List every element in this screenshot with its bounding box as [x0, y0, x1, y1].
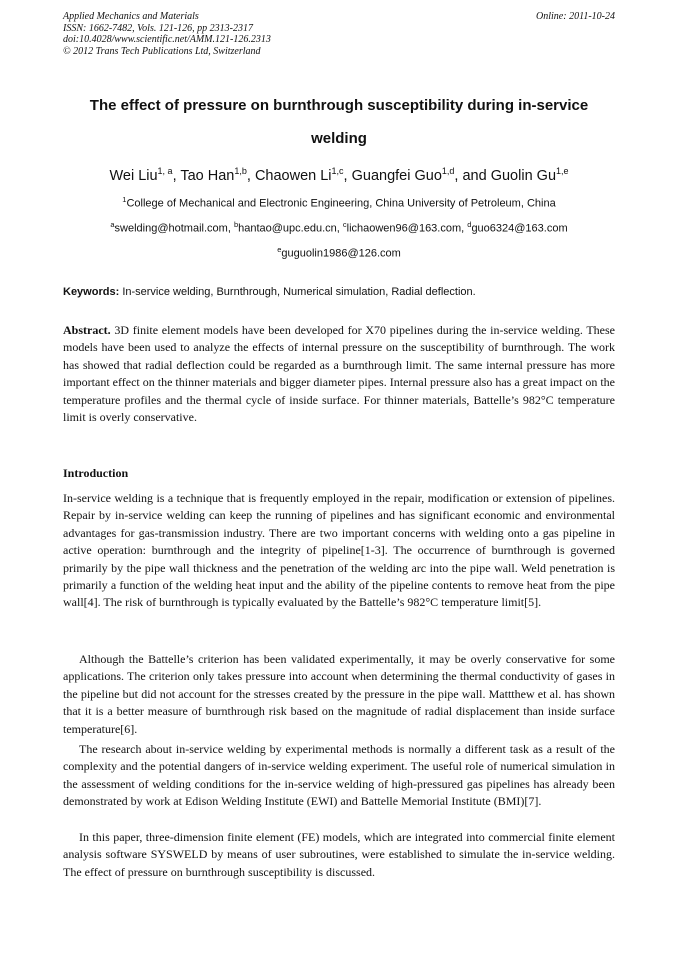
online-date: Online: 2011-10-24: [536, 11, 615, 22]
author-name: Tao Han: [180, 167, 235, 184]
doi-line: doi:10.4028/www.scientific.net/AMM.121-126.2313: [63, 34, 271, 45]
abstract: [63, 322, 615, 426]
abstract-label: Abstract.: [63, 323, 111, 337]
section-heading: Introduction: [63, 466, 129, 480]
author-name: Wei Liu: [109, 167, 158, 184]
affiliation: [40, 195, 638, 210]
email-superscript: c: [342, 220, 347, 229]
email-address: swelding@hotmail.com: [114, 222, 228, 235]
email-superscript: e: [277, 245, 282, 254]
email-superscript: d: [467, 220, 472, 229]
paragraph: The research about in-service welding by experimental methods is normally a different task as a result of the complexity and the potential dangers of in-service welding experiment. The useful role of numerical simulation in the assessment of welding conditions for the in-service welding of high-pressured gas pipelines has already been demonstrated by work at Edison Welding Institute (EWI) and Battelle Memorial Institute (BMI)[7].: [63, 742, 615, 809]
author-joiner: and: [462, 167, 487, 184]
paragraph: In this paper, three-dimension finite element (FE) models, which are integrated into commercial finite element analysis software SYSWELD by means of user subroutines, were established to simulate the in-service welding. The effect of pressure on burnthrough susceptibility is discussed.: [63, 830, 615, 879]
abstract-text: 3D finite element models have been developed for X70 pipelines during the in-service welding. These models have been used to analyze the effects of internal pressure on the susceptibility of burnthrough. The work has showed that radial deflection could be regarded as a burnthrough limit. The same internal pressure has more important effect on the thinner materials and bigger diameter pipes. Internal pressure also has a great impact on the temperature profiles and the thermal cycle of inside surface. For thinner materials, Battelle’s 982°C temperature limit is overly conservative.: [63, 323, 615, 425]
email-address: hantao@upc.edu.cn: [238, 222, 337, 235]
author-list: Wei Liu$^{1, a}$, Tao Han$^{1,b}$, Chaowen Li$^{1,c}$, Guangfei Guo$^{1,d}$, and Guolin Gu$^{1,e}$: [109, 166, 569, 184]
email-line: $^a$swelding@hotmail.com, $^b$hantao@upc.edu.cn, $^c$lichaowen96@163.com, $^d$guo6324@163.com: [110, 220, 568, 235]
email-line: [40, 245, 638, 260]
affiliation-superscript: 1: [122, 195, 127, 204]
author-name: Guolin Gu: [490, 167, 557, 184]
email-address: guo6324@163.com: [471, 222, 568, 235]
author-superscript: 1, a: [157, 166, 173, 176]
affiliation-text: College of Mechanical and Electronic Engineering, China University of Petroleum, China: [126, 197, 556, 210]
author-name: Guangfei Guo: [351, 167, 442, 184]
author-superscript: 1,b: [234, 166, 247, 176]
keywords-label: Keywords:: [63, 286, 120, 298]
email-address: lichaowen96@163.com: [346, 222, 462, 235]
author-name: Chaowen Li: [254, 167, 332, 184]
paragraph: Although the Battelle’s criterion has been validated experimentally, it may be overly conservative for some applications. The criterion only takes pressure into account when determining the thermal conductivity of gases in the pipeline but did not account for the stresses created by the pressure in the pipe wall. Mattthew et al. has shown that it is a better measure of burnthrough risk based on the magnitude of radial displacement than inside surface temperature[6].: [63, 652, 615, 736]
author-superscript: 1,d: [441, 166, 455, 176]
email-superscript: b: [233, 220, 239, 229]
journal-name: Applied Mechanics and Materials: [63, 11, 199, 22]
author-superscript: 1,e: [556, 166, 569, 176]
issn-line: ISSN: 1662-7482, Vols. 121-126, pp 2313-2317: [63, 22, 253, 34]
paragraph: In-service welding is a technique that is frequently employed in the repair, modification or extension of pipelines. Repair by in-service welding can keep the running of pipelines and has significant economic and environmental advantages for gas-transmission industry. There are two important concerns with welding onto a gas pipeline in active operation: burnthrough and the integrity of pipeline[1-3]. The occurrence of burnthrough is governed primarily by the pipe wall thickness and the penetration of the welding arc into the pipe wall. Weld penetration is primarily a function of the welding heat input and the ability of the pipeline contents to remove heat from the pipe wall[4]. The risk of burnthrough is typically evaluated by the Battelle’s 982°C temperature limit[5].: [63, 491, 615, 610]
paper-title: The effect of pressure on burnthrough susceptibility during in-service welding: [89, 97, 589, 147]
journal-header: [63, 11, 615, 57]
email-superscript: a: [110, 220, 115, 229]
keywords: [63, 286, 615, 298]
email-address: guguolin1986@126.com: [281, 247, 401, 260]
author-superscript: 1,c: [331, 166, 344, 176]
copyright-line: © 2012 Trans Tech Publications Ltd, Switzerland: [63, 45, 261, 57]
keywords-text: In-service welding, Burnthrough, Numerical simulation, Radial deflection.: [122, 286, 476, 298]
